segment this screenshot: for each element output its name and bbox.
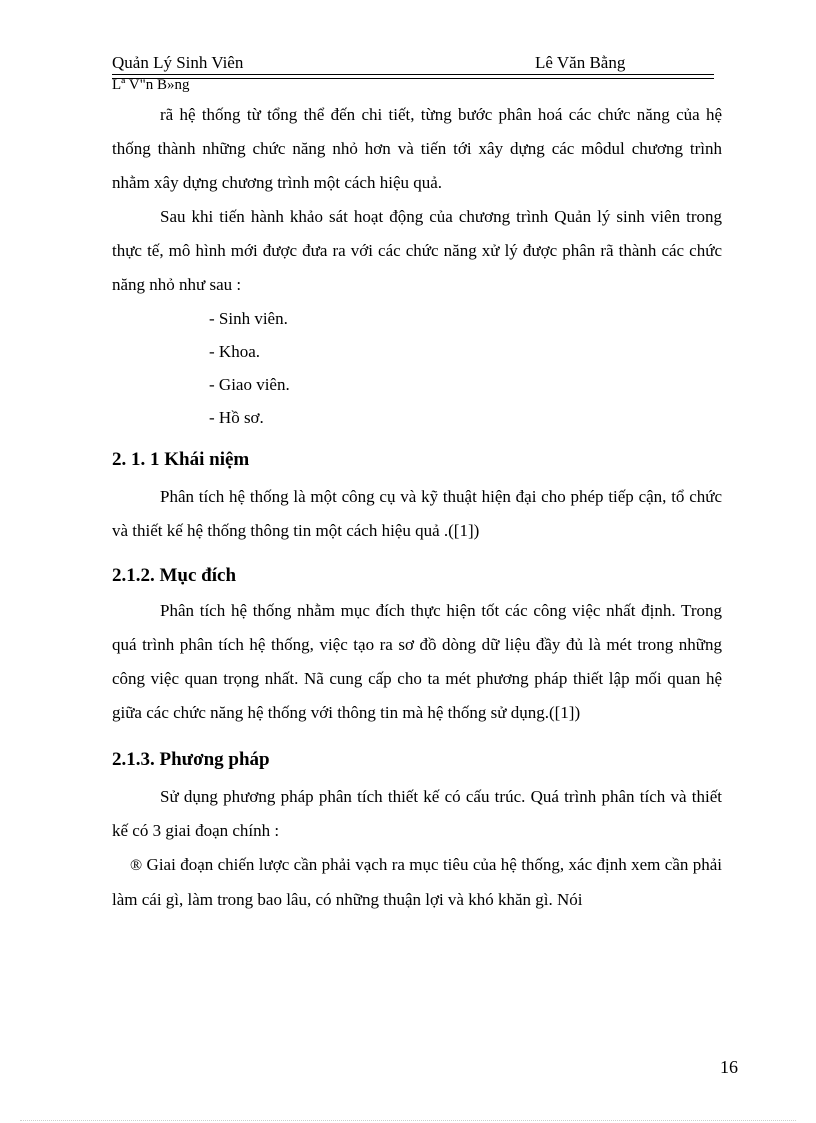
list-item: - Giao viên.: [209, 375, 290, 394]
section-3-bullet: [112, 848, 722, 917]
section-heading-phuong-phap: 2.1.3. Phương pháp: [112, 749, 270, 770]
list-item: - Hồ sơ.: [209, 408, 264, 427]
function-list: [112, 302, 722, 434]
section-1-paragraph: Phân tích hệ thống là một công cụ và kỹ thuật hiện đại cho phép tiếp cận, tổ chức và thiết kế hệ thống thông tin một cách hiệu quả .([1]): [112, 487, 722, 540]
intro-paragraph-1: rã hệ thống từ tổng thể đến chi tiết, từng bước phân hoá các chức năng của hệ thống thành những chức năng nhỏ hơn và tiến tới xây dựng các môdul chương trình nhằm xây dựng chương trình một cách hiệu quả.: [112, 105, 722, 192]
list-item: - Sinh viên.: [209, 309, 288, 328]
section-2-paragraph: Phân tích hệ thống nhằm mục đích thực hiện tốt các công việc nhất định. Trong quá trình phân tích hệ thống, việc tạo ra sơ đồ dòng dữ liệu đầy đủ là mét trong những công việc quan trọng nhất. Nã cung cấp cho ta mét phương pháp thiết lập mối quan hệ giữa các chức năng hệ thống với thông tin mà hệ thống sử dụng.([1]): [112, 601, 722, 722]
header-author: Lê Văn Bằng: [535, 53, 626, 72]
section-heading-muc-dich: 2.1.2. Mục đích: [112, 565, 237, 586]
page-number: 16: [720, 1057, 738, 1077]
page-bottom-border: [20, 1120, 796, 1121]
bullet-icon: ®: [130, 857, 143, 874]
garbled-header-text: Lª V"n B»ng: [112, 77, 190, 93]
body-text: [112, 98, 722, 917]
header-rule-thick: [112, 74, 714, 75]
intro-paragraph-2: Sau khi tiến hành khảo sát hoạt động của chương trình Quản lý sinh viên trong thực tế, mô hình mới được đưa ra với các chức năng xử lý được phân rã thành các chức năng nhỏ như sau :: [112, 207, 722, 294]
header-title: Quản Lý Sinh Viên: [112, 53, 244, 72]
list-item: - Khoa.: [209, 342, 260, 361]
header-rule-thin: [112, 78, 714, 79]
section-heading-khai-niem: 2. 1. 1 Khái niệm: [112, 449, 250, 470]
bullet-text: Giai đoạn chiến lược cần phải vạch ra mục tiêu của hệ thống, xác định xem cần phải làm cái gì, làm trong bao lâu, có những thuận lợi và khó khăn gì. Nói: [112, 855, 723, 909]
section-3-paragraph: Sử dụng phương pháp phân tích thiết kế có cấu trúc. Quá trình phân tích và thiết kế có 3 giai đoạn chính :: [112, 787, 722, 840]
